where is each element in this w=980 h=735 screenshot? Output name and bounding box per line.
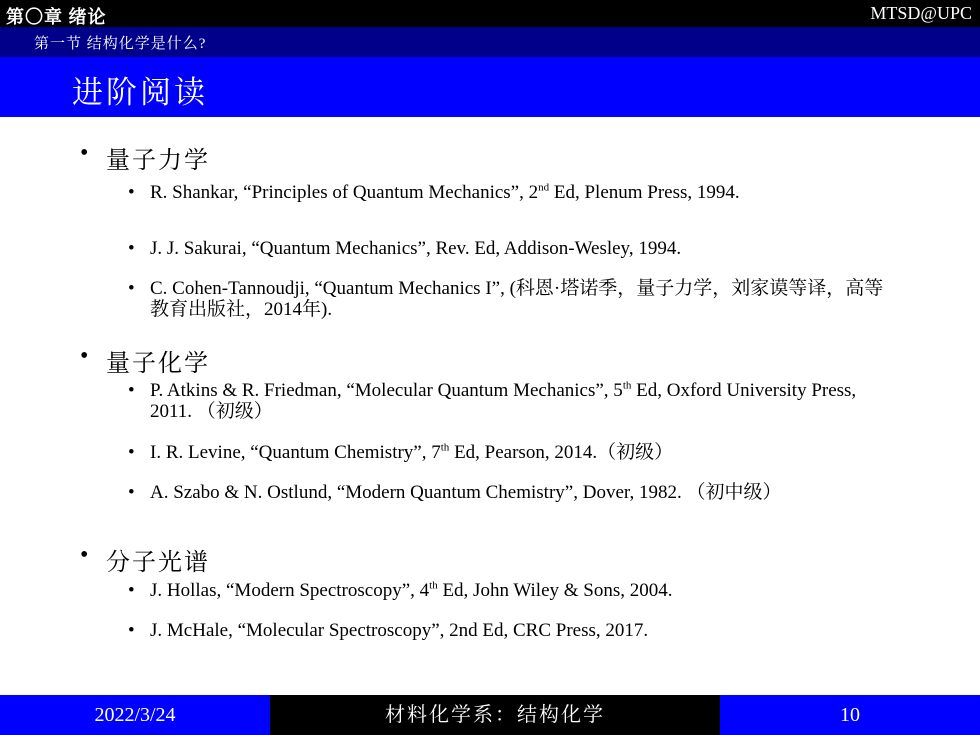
- reference-item: [128, 238, 898, 259]
- bullet-icon: •: [128, 580, 135, 601]
- footer-department: 材料化学系：结构化学: [270, 695, 720, 735]
- reference-text-segment: Ed, Pearson, 2014.（初级）: [449, 442, 674, 463]
- bullet-icon: •: [128, 482, 135, 503]
- category-heading-text: 量子化学: [106, 351, 210, 377]
- reference-item: [128, 278, 898, 320]
- bullet-icon: •: [128, 442, 135, 463]
- reference-item: [128, 482, 898, 503]
- edition-superscript: th: [429, 579, 438, 592]
- reference-text: [150, 238, 898, 259]
- reference-item: [128, 442, 898, 463]
- top-bar: [0, 0, 980, 27]
- bullet-icon: •: [128, 620, 135, 641]
- bullet-icon: •: [128, 238, 135, 259]
- bullet-icon: •: [128, 278, 135, 299]
- reference-item: [128, 380, 898, 422]
- footer-date: 2022/3/24: [0, 695, 270, 735]
- reference-text-segment: P. Atkins & R. Friedman, “Molecular Quantum Mechanics”, 5: [150, 380, 623, 401]
- edition-superscript: nd: [538, 181, 550, 194]
- reference-text-segment: J. J. Sakurai, “Quantum Mechanics”, Rev. Ed, Addison-Wesley, 1994.: [150, 238, 682, 259]
- section-bar: [0, 27, 980, 57]
- reference-text-segment: Ed, Plenum Press, 1994.: [549, 182, 740, 203]
- reference-text: [150, 442, 898, 463]
- reference-text-segment: J. McHale, “Molecular Spectroscopy”, 2nd Ed, CRC Press, 2017.: [150, 620, 649, 641]
- reference-text: [150, 182, 898, 203]
- organization-label: MTSD@UPC: [870, 3, 972, 23]
- slide-title: 进阶阅读: [72, 75, 208, 110]
- reference-text-segment: Ed, John Wiley & Sons, 2004.: [437, 580, 673, 601]
- reference-text: [150, 278, 898, 320]
- footer-page-number: 10: [720, 695, 980, 735]
- reference-text-segment: J. Hollas, “Modern Spectroscopy”, 4: [150, 580, 430, 601]
- reference-item: [128, 620, 898, 641]
- bullet-icon: •: [80, 140, 91, 166]
- edition-superscript: th: [440, 441, 450, 454]
- title-bar: [0, 57, 980, 117]
- reference-text-segment: C. Cohen-Tannoudji, “Quantum Mechanics I”, (科恩·塔诺季，量子力学，刘家谟等译，高等教育出版社，2014年).: [150, 278, 884, 320]
- reference-text-segment: A. Szabo & N. Ostlund, “Modern Quantum Chemistry”, Dover, 1982. （初中级）: [150, 482, 782, 503]
- reference-text-segment: Ed, Oxford University Press, 2011. （初级）: [150, 380, 857, 422]
- category-heading-text: 量子力学: [106, 148, 210, 174]
- reference-text: [150, 620, 898, 641]
- bullet-icon: •: [80, 542, 91, 568]
- reference-item: [128, 580, 898, 601]
- reference-text-segment: R. Shankar, “Principles of Quantum Mechanics”, 2: [150, 182, 539, 203]
- reference-text: [150, 580, 898, 601]
- chapter-label: 第〇章 绪论: [6, 7, 107, 27]
- reference-item: [128, 182, 898, 203]
- category-heading-text: 分子光谱: [106, 550, 210, 576]
- bullet-icon: •: [128, 380, 135, 401]
- section-label: 第一节 结构化学是什么?: [34, 36, 207, 52]
- bullet-icon: •: [80, 343, 91, 369]
- bullet-icon: •: [128, 182, 135, 203]
- edition-superscript: th: [622, 379, 632, 392]
- footer: [0, 695, 980, 735]
- reference-text: [150, 482, 898, 503]
- reference-text: [150, 380, 898, 422]
- reference-text-segment: I. R. Levine, “Quantum Chemistry”, 7: [150, 442, 441, 463]
